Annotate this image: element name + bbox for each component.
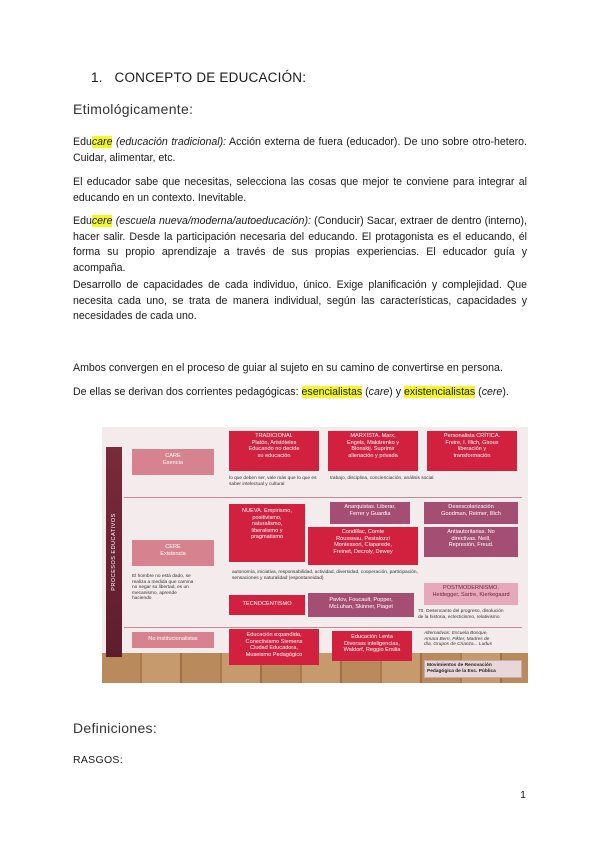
text-run: ( bbox=[362, 386, 369, 398]
educational-processes-infographic bbox=[102, 427, 528, 683]
divider-line bbox=[124, 497, 522, 498]
italic-care: care bbox=[368, 386, 390, 398]
paragraph-currents bbox=[73, 385, 527, 401]
highlight-esencialistas: esencialistas bbox=[301, 386, 363, 398]
subheading-definitions: Definiciones: bbox=[73, 720, 158, 736]
paragraph-text: Acción externa de fuera (educador). De uno sobre otro-hetero. Cuidar, alimentar, etc. bbox=[73, 136, 527, 164]
postmodernismo-caption: 70. Desencanto del progreso, disolución de la historia, eclecticismo, relativismo bbox=[418, 609, 504, 620]
word-prefix: Edu bbox=[73, 136, 92, 148]
cere-caption: El hombre no está dado, se realiza a medida que camina no negar su libertad, es un mecanismo, aprende haciendo bbox=[132, 574, 194, 602]
expandida-box: Educación expandida, Conectivismo Siemens Ciudad Educadora, Museismo Pedagógico bbox=[229, 629, 319, 665]
movimientos-box: Movimientos de Renovación Pedagógica de la Esc. Pública bbox=[424, 660, 522, 678]
paragraph-educare bbox=[73, 135, 527, 166]
rasgos-label: RASGOS: bbox=[73, 754, 123, 766]
divider-line bbox=[124, 627, 522, 628]
word-prefix: Edu bbox=[73, 215, 92, 227]
row2-caption: autonomía, iniciativa, responsabilidad, actividad, diversidad, cooperación, participación, sensaciones y naturalidad (espontaneidad) bbox=[232, 570, 418, 581]
text-run: ) y bbox=[389, 386, 404, 398]
tecnocentismo-box: TECNOCENTISMO bbox=[229, 595, 305, 615]
text-run: De ellas se derivan dos corrientes pedagógicas: bbox=[73, 386, 302, 398]
section-heading: 1. CONCEPTO DE EDUCACIÓN: bbox=[91, 70, 307, 85]
condillac-box: Condillac, Comte Rousseau, Pestalozzi Montessori, Claparede, Freinet, Decroly, Dewey bbox=[308, 527, 418, 565]
subheading-etymology: Etimológicamente: bbox=[73, 101, 194, 117]
row1-caption-a: lo que deben ser, vale más que lo que es saber intelectual y cultural bbox=[229, 476, 317, 487]
highlight-cere: cere bbox=[91, 215, 113, 227]
paragraph-educere bbox=[73, 214, 527, 276]
highlight-existencialistas: existencialistas bbox=[403, 386, 476, 398]
antiautoritarias-box: Antiautoritarias. No directivas. Neill, Represión, Freud. bbox=[424, 527, 518, 557]
personalista-box: Personalista CRÍTICA. Freire, I. Illich, Giroux liberación y transformación bbox=[427, 431, 517, 471]
tradicional-box: TRADICIONAL Platón, Aristóteles Educando no decide su educación bbox=[229, 431, 319, 471]
no-institucionalistas-box: No institucionalistas bbox=[132, 632, 214, 648]
anarquistas-box: Anarquistas. Liberar, Ferrer y Guardia bbox=[330, 502, 410, 524]
italic-cere: cere bbox=[481, 386, 503, 398]
paragraph-development: Desarrollo de capacidades de cada individuo, único. Exige planificación y complejidad. Que necesita cada uno, se trata de manera individual, según las características, capacidades y necesidades de cada uno. bbox=[73, 279, 527, 323]
vertical-label: PROCESOS EDUCATIVOS bbox=[111, 513, 117, 591]
lenta-box: Educación Lenta Diversas inteligencias, Waldorf, Reggio Emilia bbox=[332, 631, 412, 661]
row1-caption-b: trabajo, disciplina, concienciación, análisis social bbox=[330, 476, 434, 481]
pavlov-box: Pavlov, Foucault, Popper, McLuhan, Skinner, Piaget bbox=[308, 593, 414, 617]
alternativas-caption: Alternativas: Escuela Bosque, Amara Berri, Pikler, Madres de día, Grupos de Crianza... Ludus bbox=[424, 631, 492, 648]
care-box: CARE Esencia bbox=[132, 449, 214, 475]
postmodernismo-box: POSTMODERNISMO. Heidegger, Sartre, Kierkegaard bbox=[424, 583, 518, 605]
paragraph-educator: El educador sabe que necesitas, selecciona las cosas que mejor te conviene para integrar al educando en un contexto. Inevitable. bbox=[73, 176, 527, 204]
nueva-box: NUEVA. Empirismo, positivismo, naturalismo, liberalismo y pragmatismo bbox=[229, 504, 305, 562]
italic-note: (escuela nueva/moderna/autoeducación): bbox=[112, 215, 311, 227]
cere-box: CERE Existencia bbox=[132, 540, 214, 566]
text-run: ( bbox=[475, 386, 482, 398]
italic-note: (educación tradicional): bbox=[112, 136, 227, 148]
text-run: ). bbox=[502, 386, 509, 398]
desescolarizacion-box: Desescolarización Goodman, Reimer, Illich bbox=[424, 502, 518, 524]
page-number: 1 bbox=[520, 789, 526, 801]
highlight-care: care bbox=[91, 136, 113, 148]
paragraph-converge: Ambos convergen en el proceso de guiar al sujeto en su camino de convertirse en persona. bbox=[73, 362, 503, 374]
paragraph-text: (Conducir) Sacar, extraer de dentro (interno), hacer salir. Desde la participación necesaria del educando. El protagonista es el educando, él forma su propio aprendizaje a través de sus propias experiencias. El educador guía y acompaña. bbox=[73, 215, 527, 274]
marxista-box: MARXISTA. Marx, Engels, Makárenko y Blonskij. Suprimir alienación y privada bbox=[328, 431, 418, 471]
vertical-label-bar bbox=[106, 447, 122, 657]
